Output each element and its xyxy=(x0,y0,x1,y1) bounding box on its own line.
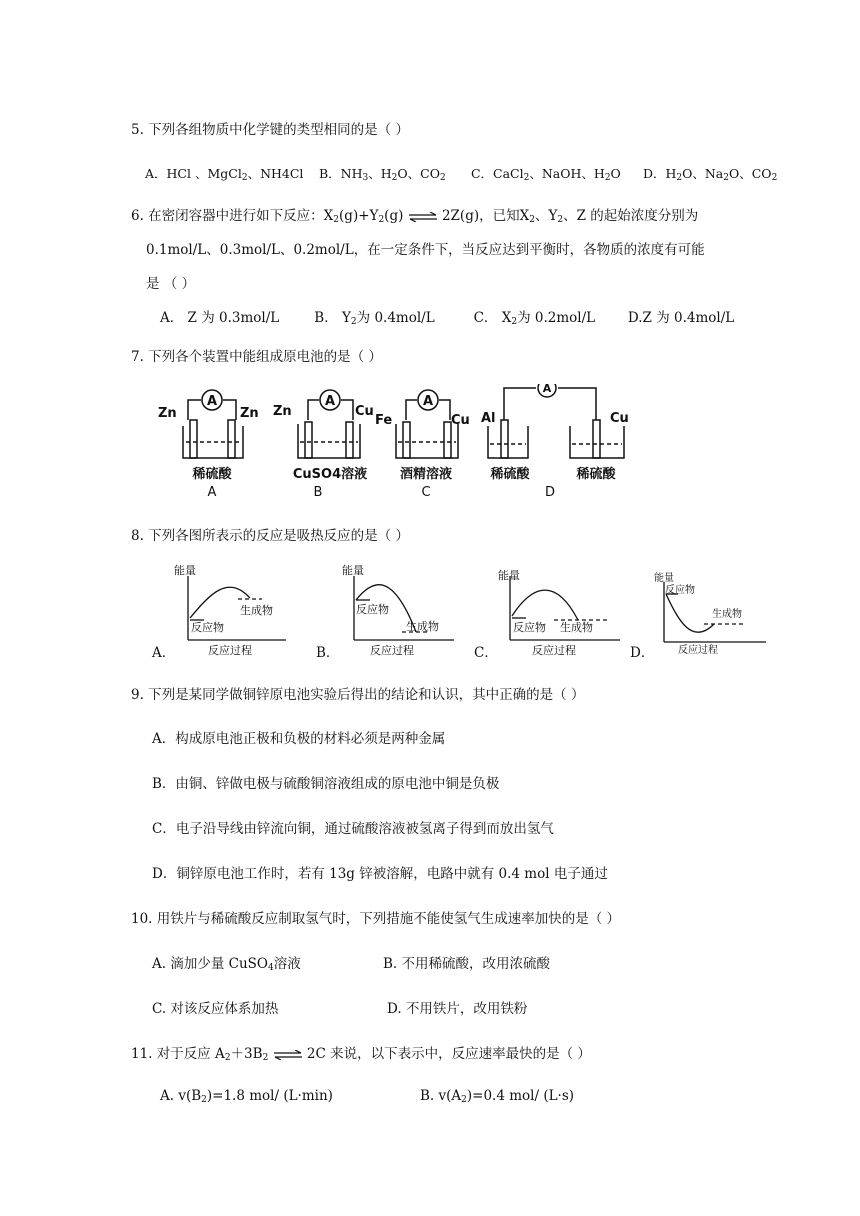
product-label: 生成物 xyxy=(240,604,273,617)
axis-energy-label: 能量 xyxy=(174,564,196,577)
q6-stem: 6. 在密闭容器中进行如下反应：$X_2(g)+Y_2(g)$ 2Z(g)，已知$X_2$、$Y_2$、Z 的起始浓度分别为 xyxy=(131,208,699,225)
q5-option-a: A．HCl 、MgCl2、NH4Cl xyxy=(145,166,304,183)
cell-b-right-electrode: Cu xyxy=(355,404,374,419)
q6-stem-line2: 0.1mol/L、0.3mol/L、0.2mol/L，在一定条件下，当反应达到平衡时，各物质的浓度有可能 xyxy=(146,242,705,258)
q6-option-b: B． Y2为 0.4mol/L xyxy=(314,310,435,327)
q5-options xyxy=(145,164,777,183)
product-label: 生成物 xyxy=(406,620,439,633)
axis-process-label: 反应过程 xyxy=(532,644,576,657)
ammeter-label: A xyxy=(206,394,218,409)
q10-option-b: B. 不用稀硫酸，改用浓硫酸 xyxy=(383,956,551,972)
q6-option-a: A． Z 为 0.3mol/L xyxy=(160,310,280,326)
q8-option-a-label: A． xyxy=(152,645,176,661)
q8-option-c-label: C． xyxy=(474,645,498,661)
cell-d-solution-right: 稀硫酸 xyxy=(576,467,616,482)
cell-b-letter: B xyxy=(313,485,323,500)
cell-a-solution: 稀硫酸 xyxy=(192,467,232,482)
cell-b-left-electrode: Zn xyxy=(273,404,292,419)
q6-stem-line3: 是 （ ） xyxy=(146,276,196,292)
cell-d-solution-left: 稀硫酸 xyxy=(490,467,530,482)
q5-option-d: D．H2O、Na2O、CO2 xyxy=(642,166,778,183)
q7-stem: 7. 下列各个装置中能组成原电池的是（ ） xyxy=(131,349,382,365)
axis-energy-label: 能量 xyxy=(654,573,674,584)
reactant-label: 反应物 xyxy=(513,621,546,634)
axis-process-label: 反应过程 xyxy=(678,645,718,656)
equilibrium-arrow-icon xyxy=(273,1050,303,1060)
q9-option-c: C．电子沿导线由锌流向铜，通过硫酸溶液被氢离子得到而放出氢气 xyxy=(152,821,554,837)
cell-a-letter: A xyxy=(207,485,217,500)
ammeter-label: A xyxy=(422,394,434,409)
cell-a-left-electrode: Zn xyxy=(158,406,177,421)
energy-graph-c xyxy=(494,558,624,658)
q5-option-b: B．NH3、H2O、CO2 xyxy=(318,166,446,183)
axis-energy-label: 能量 xyxy=(342,564,364,577)
galvanic-cell-figure xyxy=(150,384,640,500)
cell-c-right-electrode: Cu xyxy=(451,413,470,428)
q10-stem: 10. 用铁片与稀硫酸反应制取氢气时，下列措施不能使氢气生成速率加快的是（ ） xyxy=(131,911,621,927)
q5-stem: 5. 下列各组物质中化学键的类型相同的是（ ） xyxy=(131,122,409,138)
q6-option-d: D.Z 为 0.4mol/L xyxy=(627,310,735,326)
energy-graph-d xyxy=(650,566,770,660)
axis-process-label: 反应过程 xyxy=(370,644,414,657)
q10-option-d: D. 不用铁片，改用铁粉 xyxy=(387,1001,528,1017)
cell-c-solution: 酒精溶液 xyxy=(399,467,453,482)
cell-b-solution: CuSO4溶液 xyxy=(292,467,368,482)
cell-a-right-electrode: Zn xyxy=(240,406,259,421)
q8-option-d-label: D． xyxy=(630,645,655,661)
axis-energy-label: 能量 xyxy=(498,569,520,582)
cell-d-right-electrode: Cu xyxy=(610,411,629,426)
q6-options xyxy=(160,306,734,327)
q11-option-a: A. $v(B_2)=1.8$ mol/ (L·min) xyxy=(160,1088,333,1105)
product-label: 生成物 xyxy=(712,609,742,620)
cell-c-left-electrode: Fe xyxy=(375,413,393,428)
q5-option-c: C．CaCl2、NaOH、H2O xyxy=(470,166,621,183)
reactant-label: 反应物 xyxy=(665,585,695,596)
cell-d-letter: D xyxy=(544,485,556,500)
q9-option-d: D．铜锌原电池工作时，若有 13g 锌被溶解，电路中就有 0.4 mol 电子通过 xyxy=(152,866,608,882)
q10-option-a: A. 滴加少量 CuSO$_4$溶液 xyxy=(152,956,301,973)
q9-stem: 9. 下列是某同学做铜锌原电池实验后得出的结论和认识，其中正确的是（ ） xyxy=(131,687,585,703)
q9-option-b: B．由铜、锌做电极与硫酸铜溶液组成的原电池中铜是负极 xyxy=(152,776,500,792)
equilibrium-arrow-icon xyxy=(408,212,438,222)
q8-stem: 8. 下列各图所表示的反应是吸热反应的是（ ） xyxy=(131,528,409,544)
q9-option-a: A．构成原电池正极和负极的材料必须是两种金属 xyxy=(152,731,446,747)
cell-d-left-electrode: Al xyxy=(481,411,496,426)
reactant-label: 反应物 xyxy=(191,621,224,634)
q11-stem: 11. 对于反应 $A_2+3B_2$ 2C 来说，以下表示中，反应速率最快的是（ ） xyxy=(131,1046,591,1063)
energy-graph-b xyxy=(338,558,458,658)
ammeter-label: A xyxy=(542,384,552,395)
q8-option-b-label: B． xyxy=(316,645,340,661)
cell-c-letter: C xyxy=(421,485,431,500)
q6-option-c: C． X2为 0.2mol/L xyxy=(473,310,596,327)
ammeter-label: A xyxy=(324,394,336,409)
q10-option-c: C. 对该反应体系加热 xyxy=(152,1001,279,1017)
reactant-label: 反应物 xyxy=(356,603,389,616)
energy-graph-a xyxy=(170,558,290,658)
product-label: 生成物 xyxy=(560,621,593,634)
axis-process-label: 反应过程 xyxy=(208,644,252,657)
q11-option-b: B. $v(A_2)=0.4$ mol/ (L·s) xyxy=(420,1088,575,1105)
